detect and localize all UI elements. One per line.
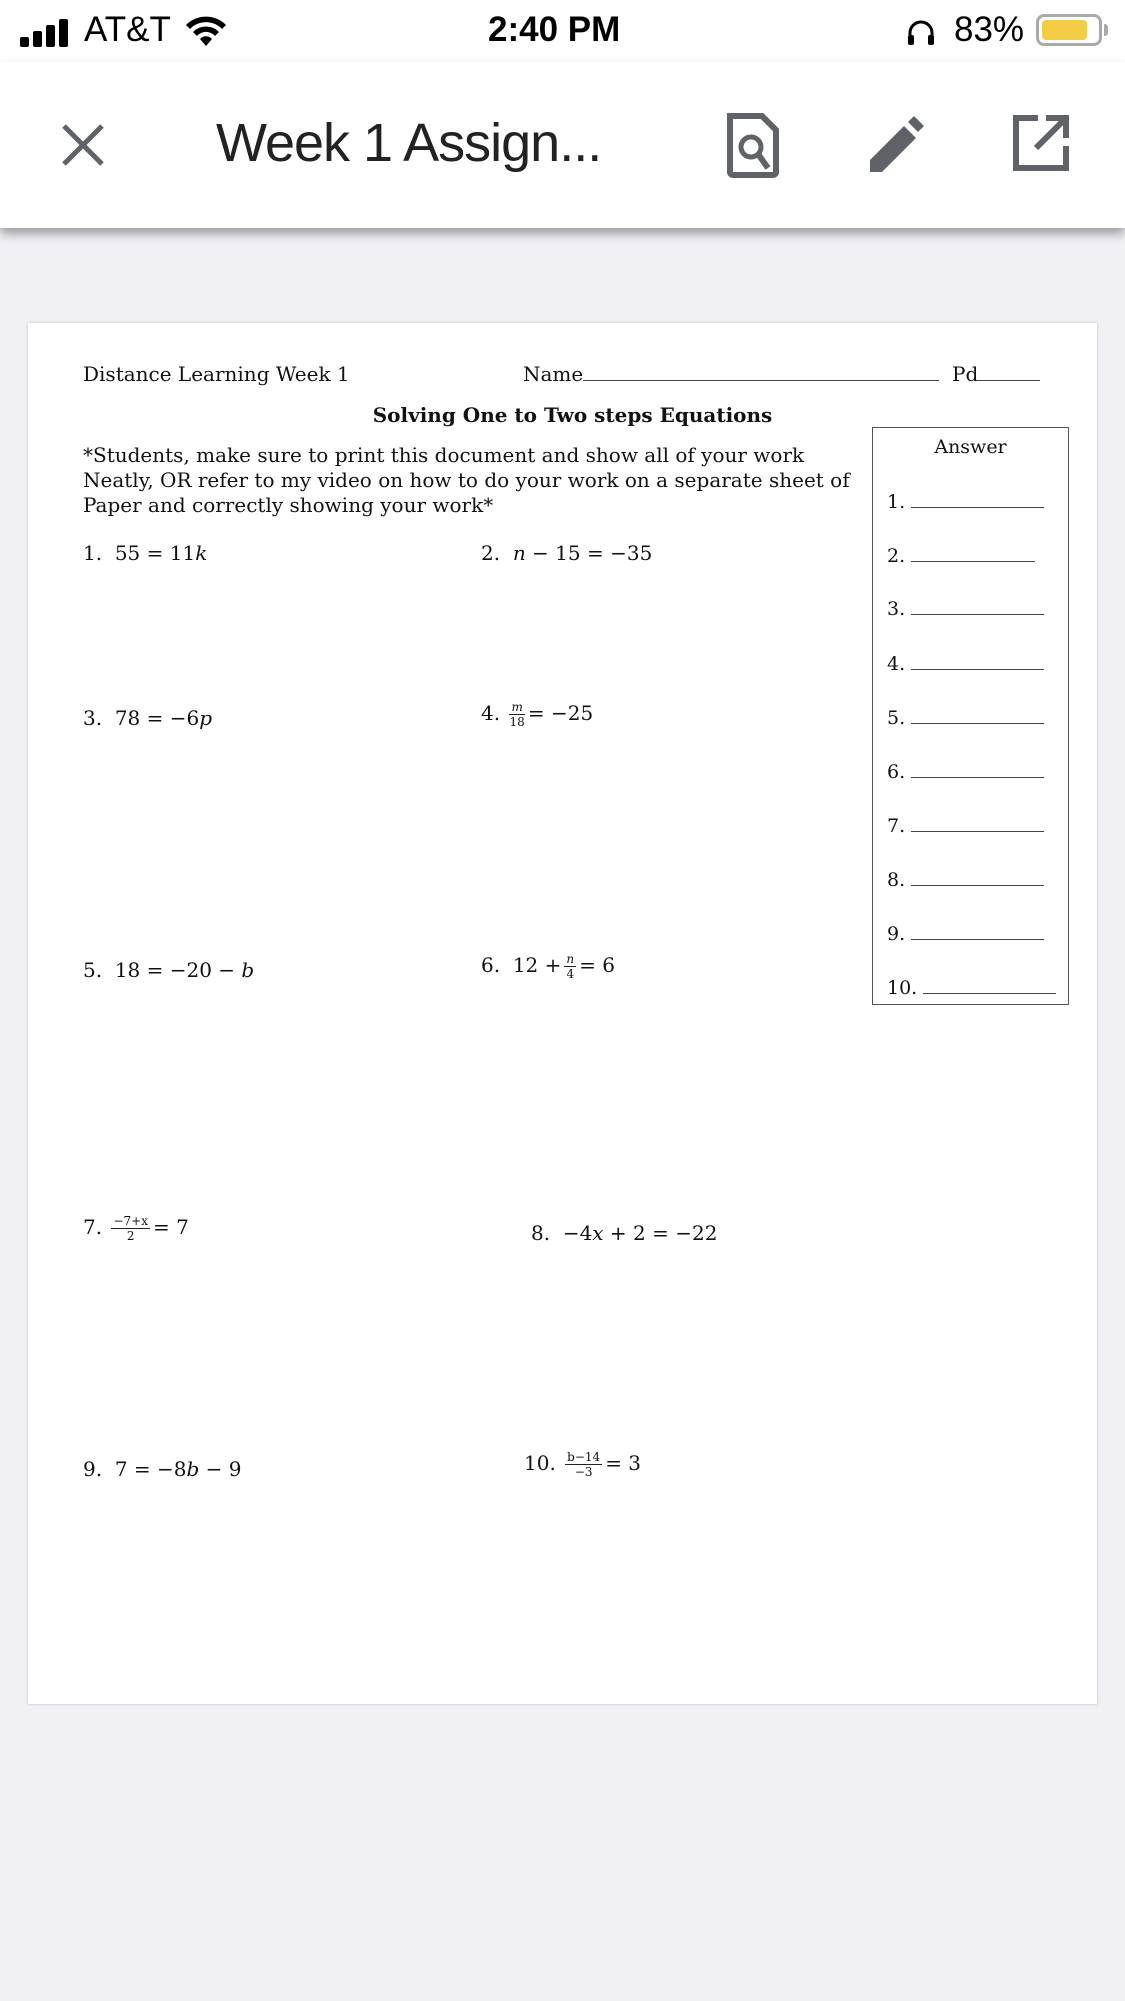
problem-1: 1. 55 = 11k: [83, 541, 208, 565]
problem-9: 9. 7 = −8b − 9: [83, 1457, 242, 1481]
answer-line[interactable]: 5.: [887, 706, 1044, 729]
answer-line[interactable]: 9.: [887, 922, 1044, 945]
viewer-toolbar: [0, 62, 1125, 228]
signal-icon: [20, 16, 76, 44]
answer-line[interactable]: 6.: [887, 760, 1044, 783]
wifi-icon: [184, 13, 228, 56]
battery-icon: [1036, 14, 1102, 46]
problem-3: 3. 78 = −6p: [83, 706, 213, 730]
answer-line[interactable]: 2.: [887, 544, 1035, 567]
instruction-line: Neatly, OR refer to my video on how to do your work on a separate sheet of: [83, 468, 850, 492]
instruction-line: Paper and correctly showing your work*: [83, 493, 494, 517]
problem-2: 2. n − 15 = −35: [481, 541, 653, 565]
answer-box: [872, 427, 1069, 1005]
instruction-line: *Students, make sure to print this document and show all of your work: [83, 443, 805, 467]
problem-8: 8. −4x + 2 = −22: [531, 1221, 718, 1245]
open-external-icon: [1012, 114, 1070, 172]
problem-4: 4. $\frac{m}{18}$ = −25: [481, 700, 594, 729]
close-button[interactable]: [58, 120, 108, 175]
answer-line[interactable]: 7.: [887, 814, 1044, 837]
open-external-button[interactable]: [1012, 114, 1070, 177]
clock: 2:40 PM: [488, 10, 621, 49]
answer-line[interactable]: 3.: [887, 597, 1044, 620]
status-bar: [0, 0, 1125, 62]
name-label: Name: [523, 362, 584, 386]
headphones-icon: [906, 16, 936, 56]
worksheet-title: Solving One to Two steps Equations: [372, 403, 773, 427]
name-field[interactable]: [523, 362, 939, 386]
carrier: AT&T: [84, 10, 171, 49]
answer-line[interactable]: 1.: [887, 490, 1044, 513]
close-icon: [58, 120, 108, 170]
answer-line[interactable]: 4.: [887, 652, 1044, 675]
problem-6: 6. 12 + $\frac{n}{4}$ = 6: [481, 952, 615, 981]
document-title: Week 1 Assign...: [216, 113, 602, 173]
find-in-document-icon: [726, 112, 780, 178]
header-course: Distance Learning Week 1: [83, 362, 350, 386]
find-in-document-button[interactable]: [726, 112, 780, 183]
edit-pencil-icon: [866, 114, 926, 174]
instructions: [83, 443, 850, 518]
period-field[interactable]: [952, 362, 1040, 386]
answer-line[interactable]: 10.: [887, 976, 1056, 999]
answer-line[interactable]: 8.: [887, 868, 1044, 891]
answer-label: Answer: [934, 436, 1007, 458]
battery-percent: 83%: [954, 10, 1025, 49]
problem-7: 7. $\frac{-7+x}{2}$ = 7: [83, 1214, 189, 1243]
edit-button[interactable]: [866, 114, 926, 179]
problem-5: 5. 18 = −20 − b: [83, 958, 255, 982]
problem-10: 10. $\frac{b-14}{-3}$ = 3: [524, 1450, 642, 1479]
pd-label: Pd: [952, 362, 979, 386]
